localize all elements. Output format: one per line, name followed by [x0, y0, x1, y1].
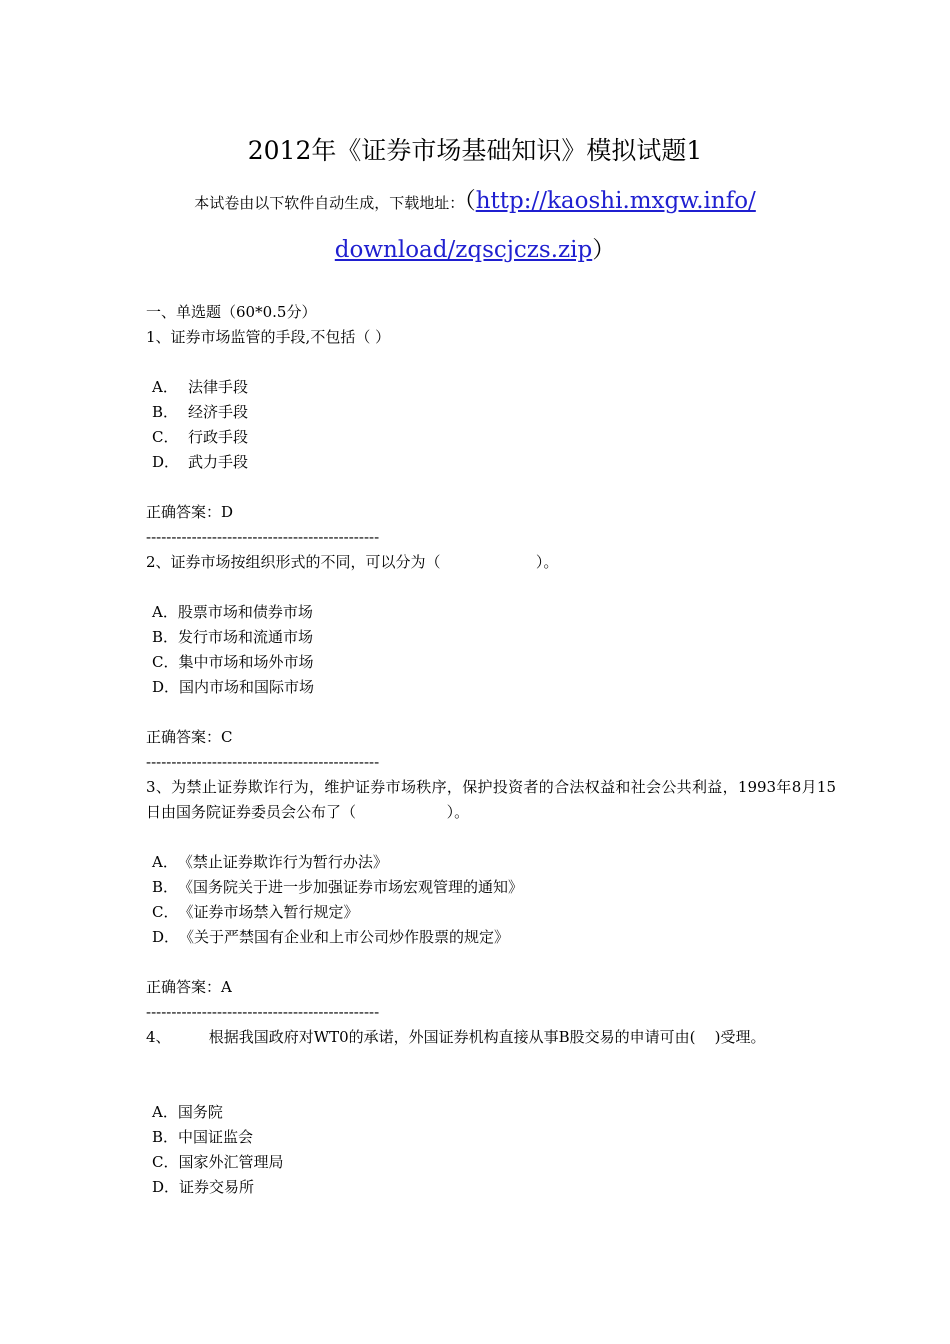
- option-c: C．集中市场和场外市场: [152, 653, 314, 671]
- separator-line: ----------------------------------------------: [146, 1003, 380, 1021]
- option-b: B．《国务院关于进一步加强证券市场宏观管理的通知》: [152, 878, 524, 896]
- question-2-options: [146, 600, 836, 700]
- option-a: A． 法律手段: [152, 378, 249, 396]
- download-link-part1[interactable]: http://kaoshi.mxgw.info/: [475, 188, 756, 214]
- open-paren: （: [464, 188, 476, 214]
- question-1-answer: 正确答案：D: [146, 503, 234, 521]
- option-c: C．《证券市场禁入暂行规定》: [152, 903, 359, 921]
- question-3-stem: 3、为禁止证券欺诈行为，维护证券市场秩序，保护投资者的合法权益和社会公共利益，1993年8月15日由国务院证券委员会公布了（ ）。: [146, 778, 836, 821]
- option-c: C． 行政手段: [152, 428, 249, 446]
- question-4-stem: 4、 根据我国政府对WT0的承诺，外国证券机构直接从事B股交易的申请可由( )受理。: [146, 1028, 766, 1046]
- download-link-part2[interactable]: download/zqscjczs.zip: [334, 237, 593, 263]
- download-source-line: [0, 184, 950, 220]
- option-a: A．股票市场和债券市场: [152, 603, 313, 621]
- close-paren: ）: [592, 237, 616, 263]
- source-label: 本试卷由以下软件自动生成，下载地址：: [194, 194, 465, 212]
- option-d: D．国内市场和国际市场: [152, 678, 315, 696]
- download-url-line: [0, 233, 950, 269]
- option-c: C．国家外汇管理局: [152, 1153, 284, 1171]
- option-b: B．发行市场和流通市场: [152, 628, 314, 646]
- question-2-answer: 正确答案：C: [146, 728, 233, 746]
- exam-content: [146, 300, 836, 1200]
- question-3-answer: 正确答案：A: [146, 978, 232, 996]
- option-d: D．证券交易所: [152, 1178, 255, 1196]
- question-3-options: [146, 850, 836, 950]
- option-a: A．《禁止证券欺诈行为暂行办法》: [152, 853, 388, 871]
- option-d: D． 武力手段: [152, 453, 249, 471]
- section-heading: 一、单选题（60*0.5分）: [146, 303, 317, 321]
- question-1-options: [146, 375, 836, 475]
- option-b: B．中国证监会: [152, 1128, 254, 1146]
- question-4-options: [146, 1100, 836, 1200]
- question-2-stem: 2、证券市场按组织形式的不同，可以分为（ ）。: [146, 553, 559, 571]
- separator-line: ----------------------------------------------: [146, 753, 380, 771]
- separator-line: ----------------------------------------------: [146, 528, 380, 546]
- option-a: A．国务院: [152, 1103, 223, 1121]
- option-d: D．《关于严禁国有企业和上市公司炒作股票的规定》: [152, 928, 510, 946]
- option-b: B． 经济手段: [152, 403, 249, 421]
- question-1-stem: 1、证券市场监管的手段,不包括（ ）: [146, 328, 391, 346]
- page-title: 2012年《证券市场基础知识》模拟试题1: [247, 136, 703, 165]
